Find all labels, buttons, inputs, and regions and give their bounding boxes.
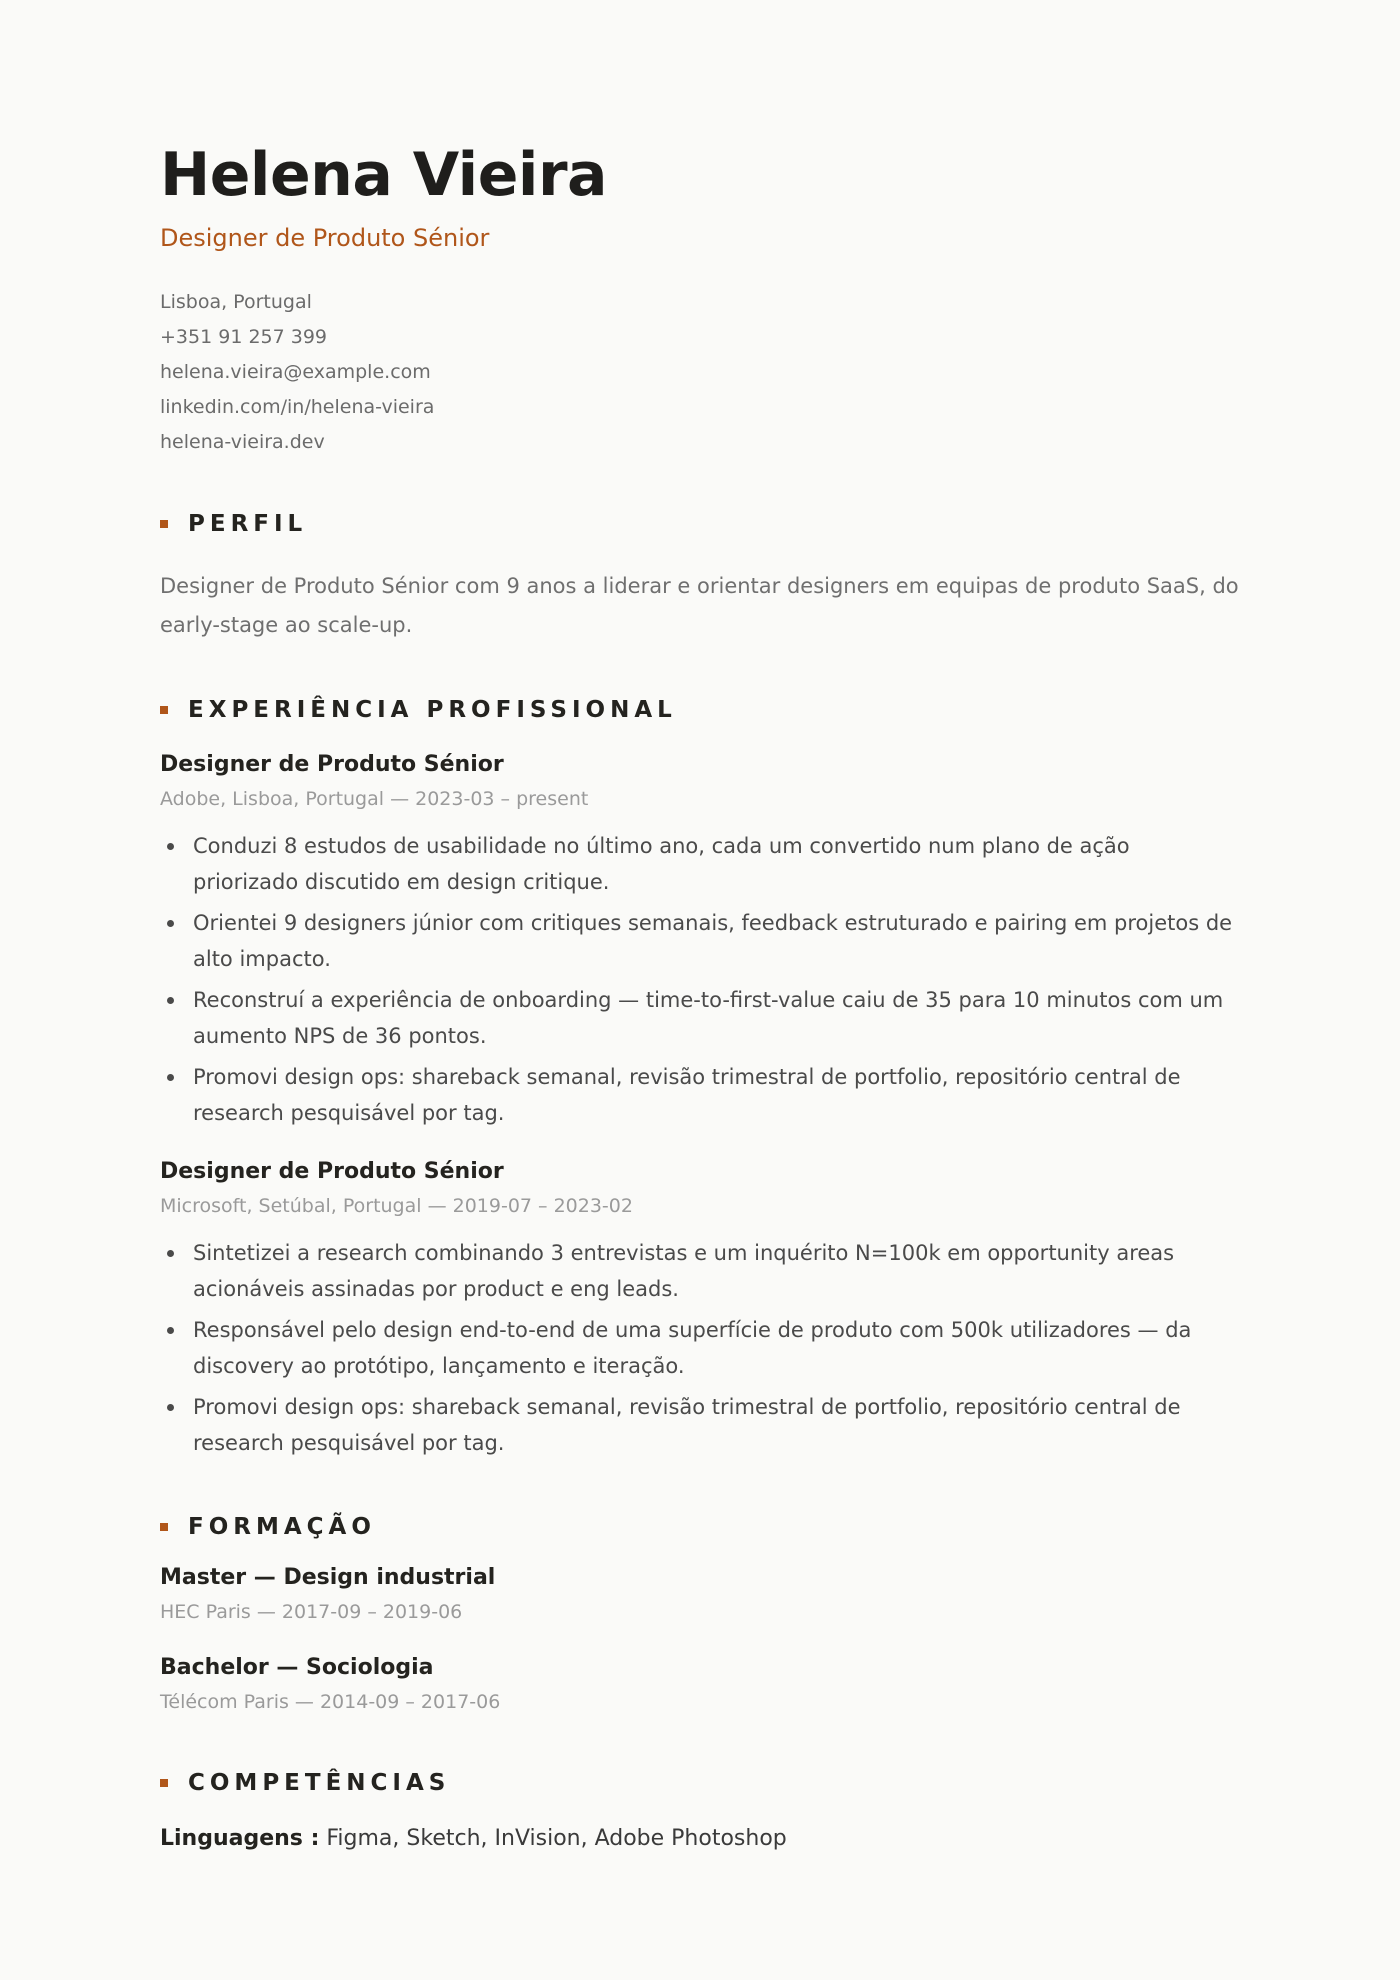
section-marker-icon <box>160 1779 168 1787</box>
section-title-text: COMPETÊNCIAS <box>188 1770 451 1796</box>
education-entry <box>160 1651 1240 1717</box>
job-meta: Adobe, Lisboa, Portugal — 2023-03 – present <box>160 788 589 810</box>
contact-block <box>160 284 1240 460</box>
experience-section <box>160 690 1240 1461</box>
list-item: Sintetizei a research combinando 3 entrevistas e um inquérito N=100k em opportunity areas acionáveis assinadas por product e eng leads. <box>160 1235 1240 1307</box>
job-title: Designer de Produto Sénior <box>160 752 504 777</box>
contact-website[interactable]: helena-vieira.dev <box>160 431 325 453</box>
list-item: Reconstruí a experiência de onboarding — time-to-first-value caiu de 35 para 10 minutos com um aumento NPS de 36 pontos. <box>160 982 1240 1054</box>
section-heading-profile <box>160 504 1240 544</box>
section-marker-icon <box>160 706 168 714</box>
education-degree: Bachelor — Sociologia <box>160 1655 434 1680</box>
list-item: Promovi design ops: shareback semanal, revisão trimestral de portfolio, repositório central de research pesquisável por tag. <box>160 1059 1240 1131</box>
contact-phone: +351 91 257 399 <box>160 326 328 348</box>
candidate-role: Designer de Produto Sénior <box>160 224 490 252</box>
skills-section <box>160 1763 1240 1856</box>
education-meta: HEC Paris — 2017-09 – 2019-06 <box>160 1601 463 1623</box>
section-heading-skills <box>160 1763 1240 1803</box>
section-title-text: FORMAÇÃO <box>188 1514 376 1540</box>
education-section <box>160 1507 1240 1717</box>
skills-value: Figma, Sketch, InVision, Adobe Photoshop <box>326 1826 787 1851</box>
job-title: Designer de Produto Sénior <box>160 1159 504 1184</box>
list-item: Promovi design ops: shareback semanal, revisão trimestral de portfolio, repositório central de research pesquisável por tag. <box>160 1389 1240 1461</box>
education-entry <box>160 1561 1240 1627</box>
skills-label: Linguagens : <box>160 1826 320 1851</box>
candidate-name: Helena Vieira <box>160 140 608 210</box>
list-item: Orientei 9 designers júnior com critiques semanais, feedback estruturado e pairing em projetos de alto impacto. <box>160 905 1240 977</box>
resume-content <box>160 140 1240 1856</box>
skills-line <box>160 1822 1240 1856</box>
section-marker-icon <box>160 520 168 528</box>
contact-email[interactable]: helena.vieira@example.com <box>160 361 431 383</box>
profile-section <box>160 504 1240 645</box>
section-marker-icon <box>160 1523 168 1531</box>
section-heading-experience <box>160 690 1240 730</box>
profile-summary: Designer de Produto Sénior com 9 anos a liderar e orientar designers em equipas de produto SaaS, do early-stage ao scale-up. <box>160 574 1239 637</box>
education-degree: Master — Design industrial <box>160 1565 496 1590</box>
section-title-text: PERFIL <box>188 511 308 537</box>
job-entry <box>160 748 1240 1131</box>
contact-location: Lisboa, Portugal <box>160 291 312 313</box>
education-meta: Télécom Paris — 2014-09 – 2017-06 <box>160 1691 501 1713</box>
job-meta: Microsoft, Setúbal, Portugal — 2019-07 – 2023-02 <box>160 1195 633 1217</box>
list-item: Responsável pelo design end-to-end de uma superfície de produto com 500k utilizadores — da discovery ao protótipo, lançamento e iteração. <box>160 1312 1240 1384</box>
job-achievements <box>160 1235 1240 1461</box>
section-heading-education <box>160 1507 1240 1547</box>
list-item: Conduzi 8 estudos de usabilidade no último ano, cada um convertido num plano de ação priorizado discutido em design critique. <box>160 828 1240 900</box>
contact-linkedin[interactable]: linkedin.com/in/helena-vieira <box>160 396 435 418</box>
job-achievements <box>160 828 1240 1131</box>
section-title-text: EXPERIÊNCIA PROFISSIONAL <box>188 697 677 723</box>
job-entry <box>160 1155 1240 1461</box>
